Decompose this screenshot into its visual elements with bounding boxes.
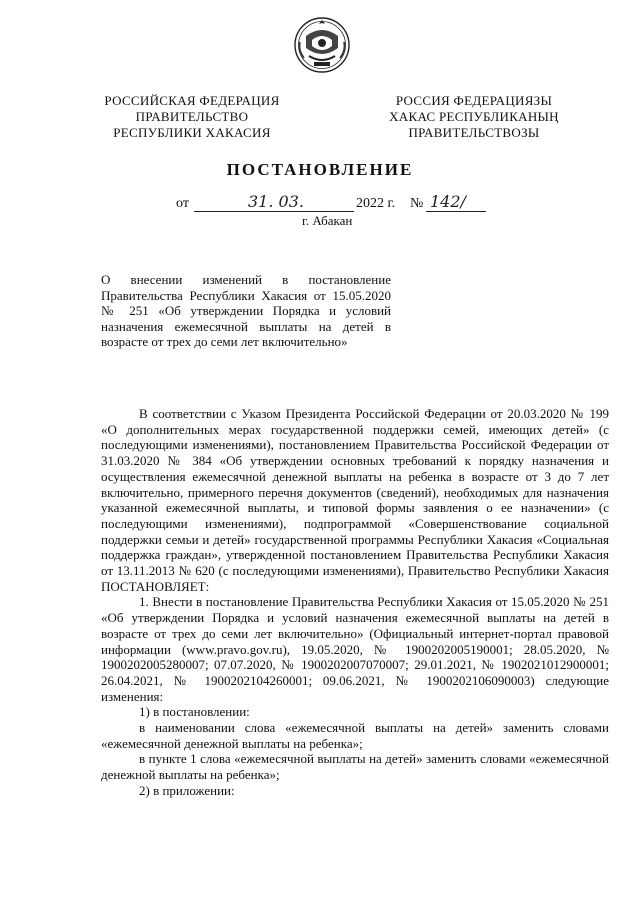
body-paragraph: в пункте 1 слова «ежемесячной выплаты на детей» заменить словами «ежемесячной денежной выплаты на ребенка»; [101,751,609,783]
header-right-line: ХАКАС РЕСПУБЛИКАНЫҢ [389,109,559,124]
header-left-line: РОССИЙСКАЯ ФЕДЕРАЦИЯ [104,93,280,108]
date-prefix: от [176,196,189,211]
subject-block: О внесении изменений в постановление Правительства Республики Хакасия от 15.05.2020 № 251 «Об утверждении Порядка и условий назначения ежемесячной выплаты на детей в возрасте от трех до семи лет включительно» [101,272,391,350]
handwritten-number: 142/ [430,192,466,211]
city-label: г. Абакан [302,213,353,228]
body-paragraph: 1) в постановлении: [139,704,250,720]
handwritten-date: 31. 03. [248,192,304,211]
date-underline [194,211,354,212]
body-paragraph: В соответствии с Указом Президента Российской Федерации от 20.03.2020 № 199 «О дополнительных мерах государственной поддержки семей, имеющих детей» (с последующими изменениями), постановлением Правительства Российской Федерации от 31.03.2020 № 384 «Об утверждении основных требований к порядку назначения и осуществления ежемесячной денежной выплаты на ребенка в возрасте от 3 до 7 лет включительно, примерного перечня документов (сведений), необходимых для назначения указанной ежемесячной выплаты, и типовой формы заявления о ее назначении» (с последующими изменениями), подпрограммой «Совершенствование социальной поддержки семьи и детей» государственной программы Республики Хакасия «Социальная поддержка граждан», утвержденной постановлением Правительства Республики Хакасия от 13.11.2013 № 620 (с последующими изменениями), Правительство Республики Хакасия ПОСТАНОВЛЯЕТ: [101,406,609,594]
header-right-line: РОССИЯ ФЕДЕРАЦИЯЗЫ [395,93,553,108]
number-underline [426,211,486,212]
header-right-block [359,93,589,141]
header-right-line: ПРАВИТЕЛЬСТВОЗЫ [408,125,540,140]
body-paragraph: 1. Внести в постановление Правительства Республики Хакасия от 15.05.2020 № 251 «Об утверждении Порядка и условий назначения ежемесячной выплаты на детей в возрасте от трех до семи лет включительно» (Официальный интернет-портал правовой информации (www.pravo.gov.ru), 19.05.2020, № 1900202005190001; 28.05.2020, № 1900202005280007; 07.07.2020, № 1900202007070007; 29.01.2021, № 1902021012900001; 26.04.2021, № 1900202104260001; 09.06.2021, № 1900202106090003) следующие изменения: [101,594,609,704]
body-paragraph: 2) в приложении: [139,782,235,798]
coat-of-arms-emblem [292,14,352,74]
header-left-line: ПРАВИТЕЛЬСТВО [135,109,249,124]
date-year: 2022 г. [356,196,396,211]
header-left-line: РЕСПУБЛИКИ ХАКАСИЯ [113,125,271,140]
document-title: ПОСТАНОВЛЕНИЕ [226,160,414,179]
header-left-block [77,93,307,141]
body-paragraph: в наименовании слова «ежемесячной выплаты на детей» заменить словами «ежемесячной денежной выплаты на ребенка»; [101,720,609,751]
document-body [101,406,609,799]
number-sign: № [410,196,424,211]
